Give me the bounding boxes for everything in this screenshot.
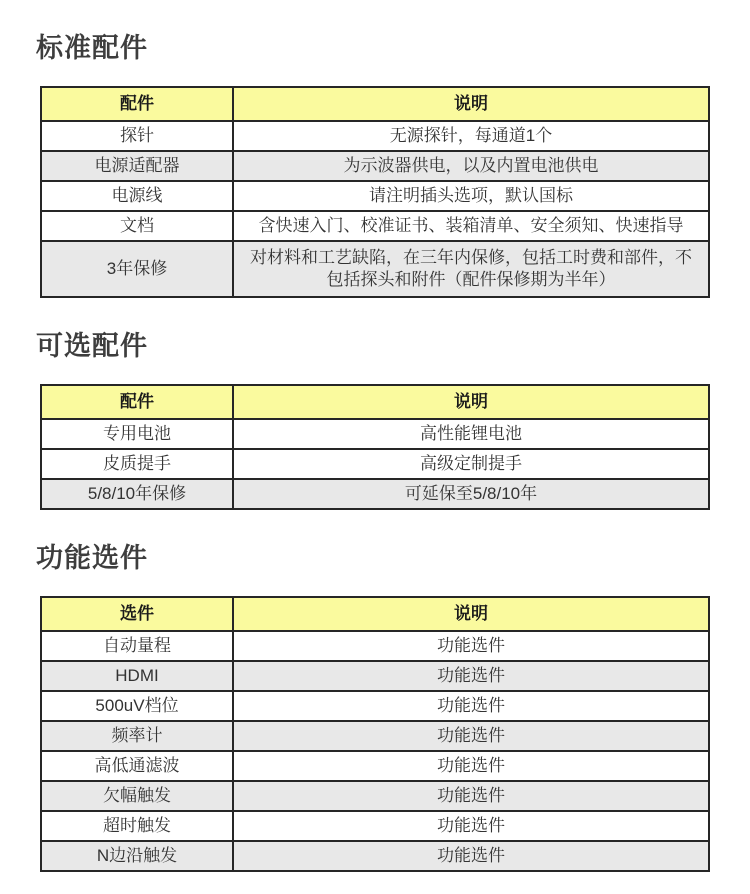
cell-option-name: 自动量程 <box>41 631 233 661</box>
cell-accessory-name: 5/8/10年保修 <box>41 479 233 509</box>
cell-option-name: 500uV档位 <box>41 691 233 721</box>
cell-option-desc: 功能选件 <box>233 721 709 751</box>
table-row <box>41 631 709 661</box>
cell-option-name: 高低通滤波 <box>41 751 233 781</box>
table-row <box>41 449 709 479</box>
cell-option-desc: 功能选件 <box>233 661 709 691</box>
column-header-description: 说明 <box>233 87 709 121</box>
table-row <box>41 721 709 751</box>
table-row <box>41 811 709 841</box>
cell-accessory-desc: 请注明插头选项，默认国标 <box>233 181 709 211</box>
optional-accessories-table <box>40 384 710 510</box>
table-header-row <box>41 87 709 121</box>
column-header-option: 选件 <box>41 597 233 631</box>
column-header-accessory: 配件 <box>41 87 233 121</box>
cell-option-name: 欠幅触发 <box>41 781 233 811</box>
cell-option-desc: 功能选件 <box>233 751 709 781</box>
cell-option-desc: 功能选件 <box>233 781 709 811</box>
cell-accessory-desc: 高性能锂电池 <box>233 419 709 449</box>
section-function-options <box>0 536 750 872</box>
cell-accessory-name: 电源适配器 <box>41 151 233 181</box>
cell-option-name: HDMI <box>41 661 233 691</box>
cell-option-desc: 功能选件 <box>233 811 709 841</box>
section-title-standard-accessories: 标准配件 <box>36 33 148 63</box>
column-header-description: 说明 <box>233 385 709 419</box>
function-options-table <box>40 596 710 872</box>
column-header-accessory: 配件 <box>41 385 233 419</box>
table-row <box>41 151 709 181</box>
standard-accessories-table <box>40 86 710 298</box>
section-standard-accessories <box>0 26 750 298</box>
cell-accessory-name: 3年保修 <box>41 241 233 297</box>
table-row <box>41 419 709 449</box>
table-row <box>41 211 709 241</box>
cell-option-name: N边沿触发 <box>41 841 233 871</box>
table-row <box>41 241 709 297</box>
cell-accessory-name: 文档 <box>41 211 233 241</box>
table-row <box>41 661 709 691</box>
section-title-function-options: 功能选件 <box>36 543 148 573</box>
cell-option-desc: 功能选件 <box>233 691 709 721</box>
cell-accessory-desc: 无源探针，每通道1个 <box>233 121 709 151</box>
cell-accessory-name: 电源线 <box>41 181 233 211</box>
cell-accessory-desc: 为示波器供电，以及内置电池供电 <box>233 151 709 181</box>
cell-option-name: 频率计 <box>41 721 233 751</box>
table-row <box>41 781 709 811</box>
cell-accessory-desc: 高级定制提手 <box>233 449 709 479</box>
cell-accessory-name: 专用电池 <box>41 419 233 449</box>
section-optional-accessories <box>0 324 750 510</box>
cell-accessory-desc: 含快速入门、校准证书、装箱清单、安全须知、快速指导 <box>233 211 709 241</box>
column-header-description: 说明 <box>233 597 709 631</box>
table-header-row <box>41 597 709 631</box>
table-row <box>41 691 709 721</box>
table-row <box>41 751 709 781</box>
table-row <box>41 181 709 211</box>
cell-accessory-desc: 对材料和工艺缺陷，在三年内保修，包括工时费和部件，不包括探头和附件（配件保修期为半年） <box>233 241 709 297</box>
cell-option-desc: 功能选件 <box>233 841 709 871</box>
cell-option-name: 超时触发 <box>41 811 233 841</box>
cell-accessory-name: 探针 <box>41 121 233 151</box>
cell-accessory-desc: 可延保至5/8/10年 <box>233 479 709 509</box>
section-title-optional-accessories: 可选配件 <box>36 331 148 361</box>
cell-option-desc: 功能选件 <box>233 631 709 661</box>
table-header-row <box>41 385 709 419</box>
table-row <box>41 841 709 871</box>
table-row <box>41 121 709 151</box>
cell-accessory-name: 皮质提手 <box>41 449 233 479</box>
table-row <box>41 479 709 509</box>
